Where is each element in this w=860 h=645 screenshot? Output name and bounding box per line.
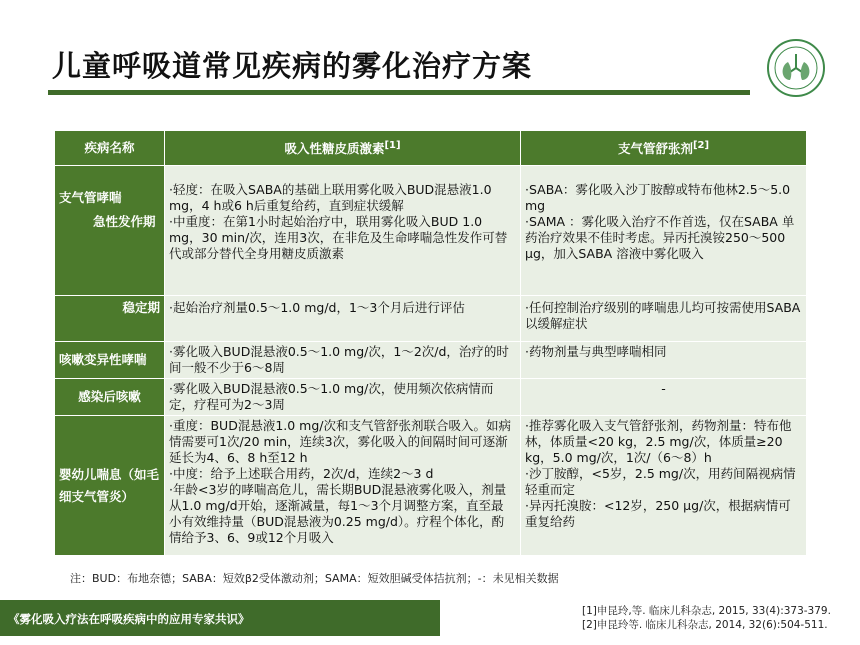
bd-cell: ·推荐雾化吸入支气管舒张剂，药物剂量：特布他林，体质量<20 kg，2.5 mg/次，体质量≥20 kg，5.0 mg/次，1次/（6～8）h ·沙丁胺醇，<5岁，2.5 mg/次，用药间隔视病情轻重而定 ·异丙托溴胺：<12岁，250 μg/次，根据病情可重复给药 bbox=[521, 416, 807, 556]
table-row bbox=[55, 166, 807, 296]
disease-name: 感染后咳嗽 bbox=[55, 379, 165, 416]
reference-item: [1]申昆玲,等. 临床儿科杂志, 2015, 33(4):373-379. bbox=[582, 605, 831, 617]
ics-cell: ·起始治疗剂量0.5～1.0 mg/d，1～3个月后进行评估 bbox=[165, 296, 521, 342]
bd-cell: ·任何控制治疗级别的哮喘患儿均可按需使用SABA以缓解症状 bbox=[521, 296, 807, 342]
bd-cell: - bbox=[521, 379, 807, 416]
bd-cell: ·SABA：雾化吸入沙丁胺醇或特布他林2.5～5.0 mg ·SAMA ：雾化吸入治疗不作首选，仅在SABA 单药治疗效果不佳时考虑。异丙托溴铵250～500 μg，加入SABA 溶液中雾化吸入 bbox=[521, 166, 807, 296]
ics-cell: ·雾化吸入BUD混悬液0.5～1.0 mg/次，使用频次依病情而定，疗程可为2～3周 bbox=[165, 379, 521, 416]
bd-cell: ·药物剂量与典型哮喘相同 bbox=[521, 342, 807, 379]
footnote: 注：BUD：布地奈德；SABA：短效β2受体激动剂；SAMA：短效胆碱受体拮抗剂；-：未见相关数据 bbox=[70, 572, 559, 585]
references bbox=[582, 604, 831, 632]
table-row bbox=[55, 296, 807, 342]
reference-item: [2]申昆玲等. 临床儿科杂志, 2014, 32(6):504-511. bbox=[582, 619, 828, 631]
footer-banner bbox=[0, 600, 440, 636]
table-row bbox=[55, 379, 807, 416]
table-row bbox=[55, 416, 807, 556]
header-disease: 疾病名称 bbox=[55, 131, 165, 166]
ics-cell: ·轻度：在吸入SABA的基础上联用雾化吸入BUD混悬液1.0 mg，4 h或6 h后重复给药，直到症状缓解 ·中重度：在第1小时起始治疗中，联用雾化吸入BUD 1.0 mg，30 min/次，连用3次，在非危及生命哮喘急性发作可替代或部分替代全身用糖皮质激素 bbox=[165, 166, 521, 296]
ics-cell: ·雾化吸入BUD混悬液0.5～1.0 mg/次，1～2次/d，治疗的时间一般不少于6～8周 bbox=[165, 342, 521, 379]
disease-name: 婴幼儿喘息（如毛细支气管炎） bbox=[55, 416, 165, 556]
disease-name: 稳定期 bbox=[55, 296, 165, 342]
disease-name: 咳嗽变异性哮喘 bbox=[55, 342, 165, 379]
header-bronchodilator: 支气管舒张剂[2] bbox=[521, 131, 807, 166]
table-header-row bbox=[55, 131, 807, 166]
treatment-table bbox=[54, 130, 807, 556]
page-title: 儿童呼吸道常见疾病的雾化治疗方案 bbox=[52, 49, 533, 83]
title-underline bbox=[48, 90, 750, 95]
table-row bbox=[55, 342, 807, 379]
header-ics: 吸入性糖皮质激素[1] bbox=[165, 131, 521, 166]
lung-emblem-icon bbox=[766, 38, 826, 98]
ics-cell: ·重度：BUD混悬液1.0 mg/次和支气管舒张剂联合吸入。如病情需要可1次/20 min，连续3次，雾化吸入的间隔时间可逐渐延长为4、6、8 h至12 h ·中度：给予上述联合用药，2次/d，连续2～3 d ·年龄<3岁的哮喘高危儿，需长期BUD混悬液雾化吸入，剂量从1.0 mg/d开始，逐渐减量，每1～3个月调整方案，直至最小有效维持量（BUD混悬液为0.25 mg/d）。疗程个体化，酌情给予3、6、9或12个月吸入 bbox=[165, 416, 521, 556]
footer-source: 《雾化吸入疗法在呼吸疾病中的应用专家共识》 bbox=[8, 612, 250, 626]
disease-name: 支气管哮喘 急性发作期 bbox=[55, 166, 165, 296]
